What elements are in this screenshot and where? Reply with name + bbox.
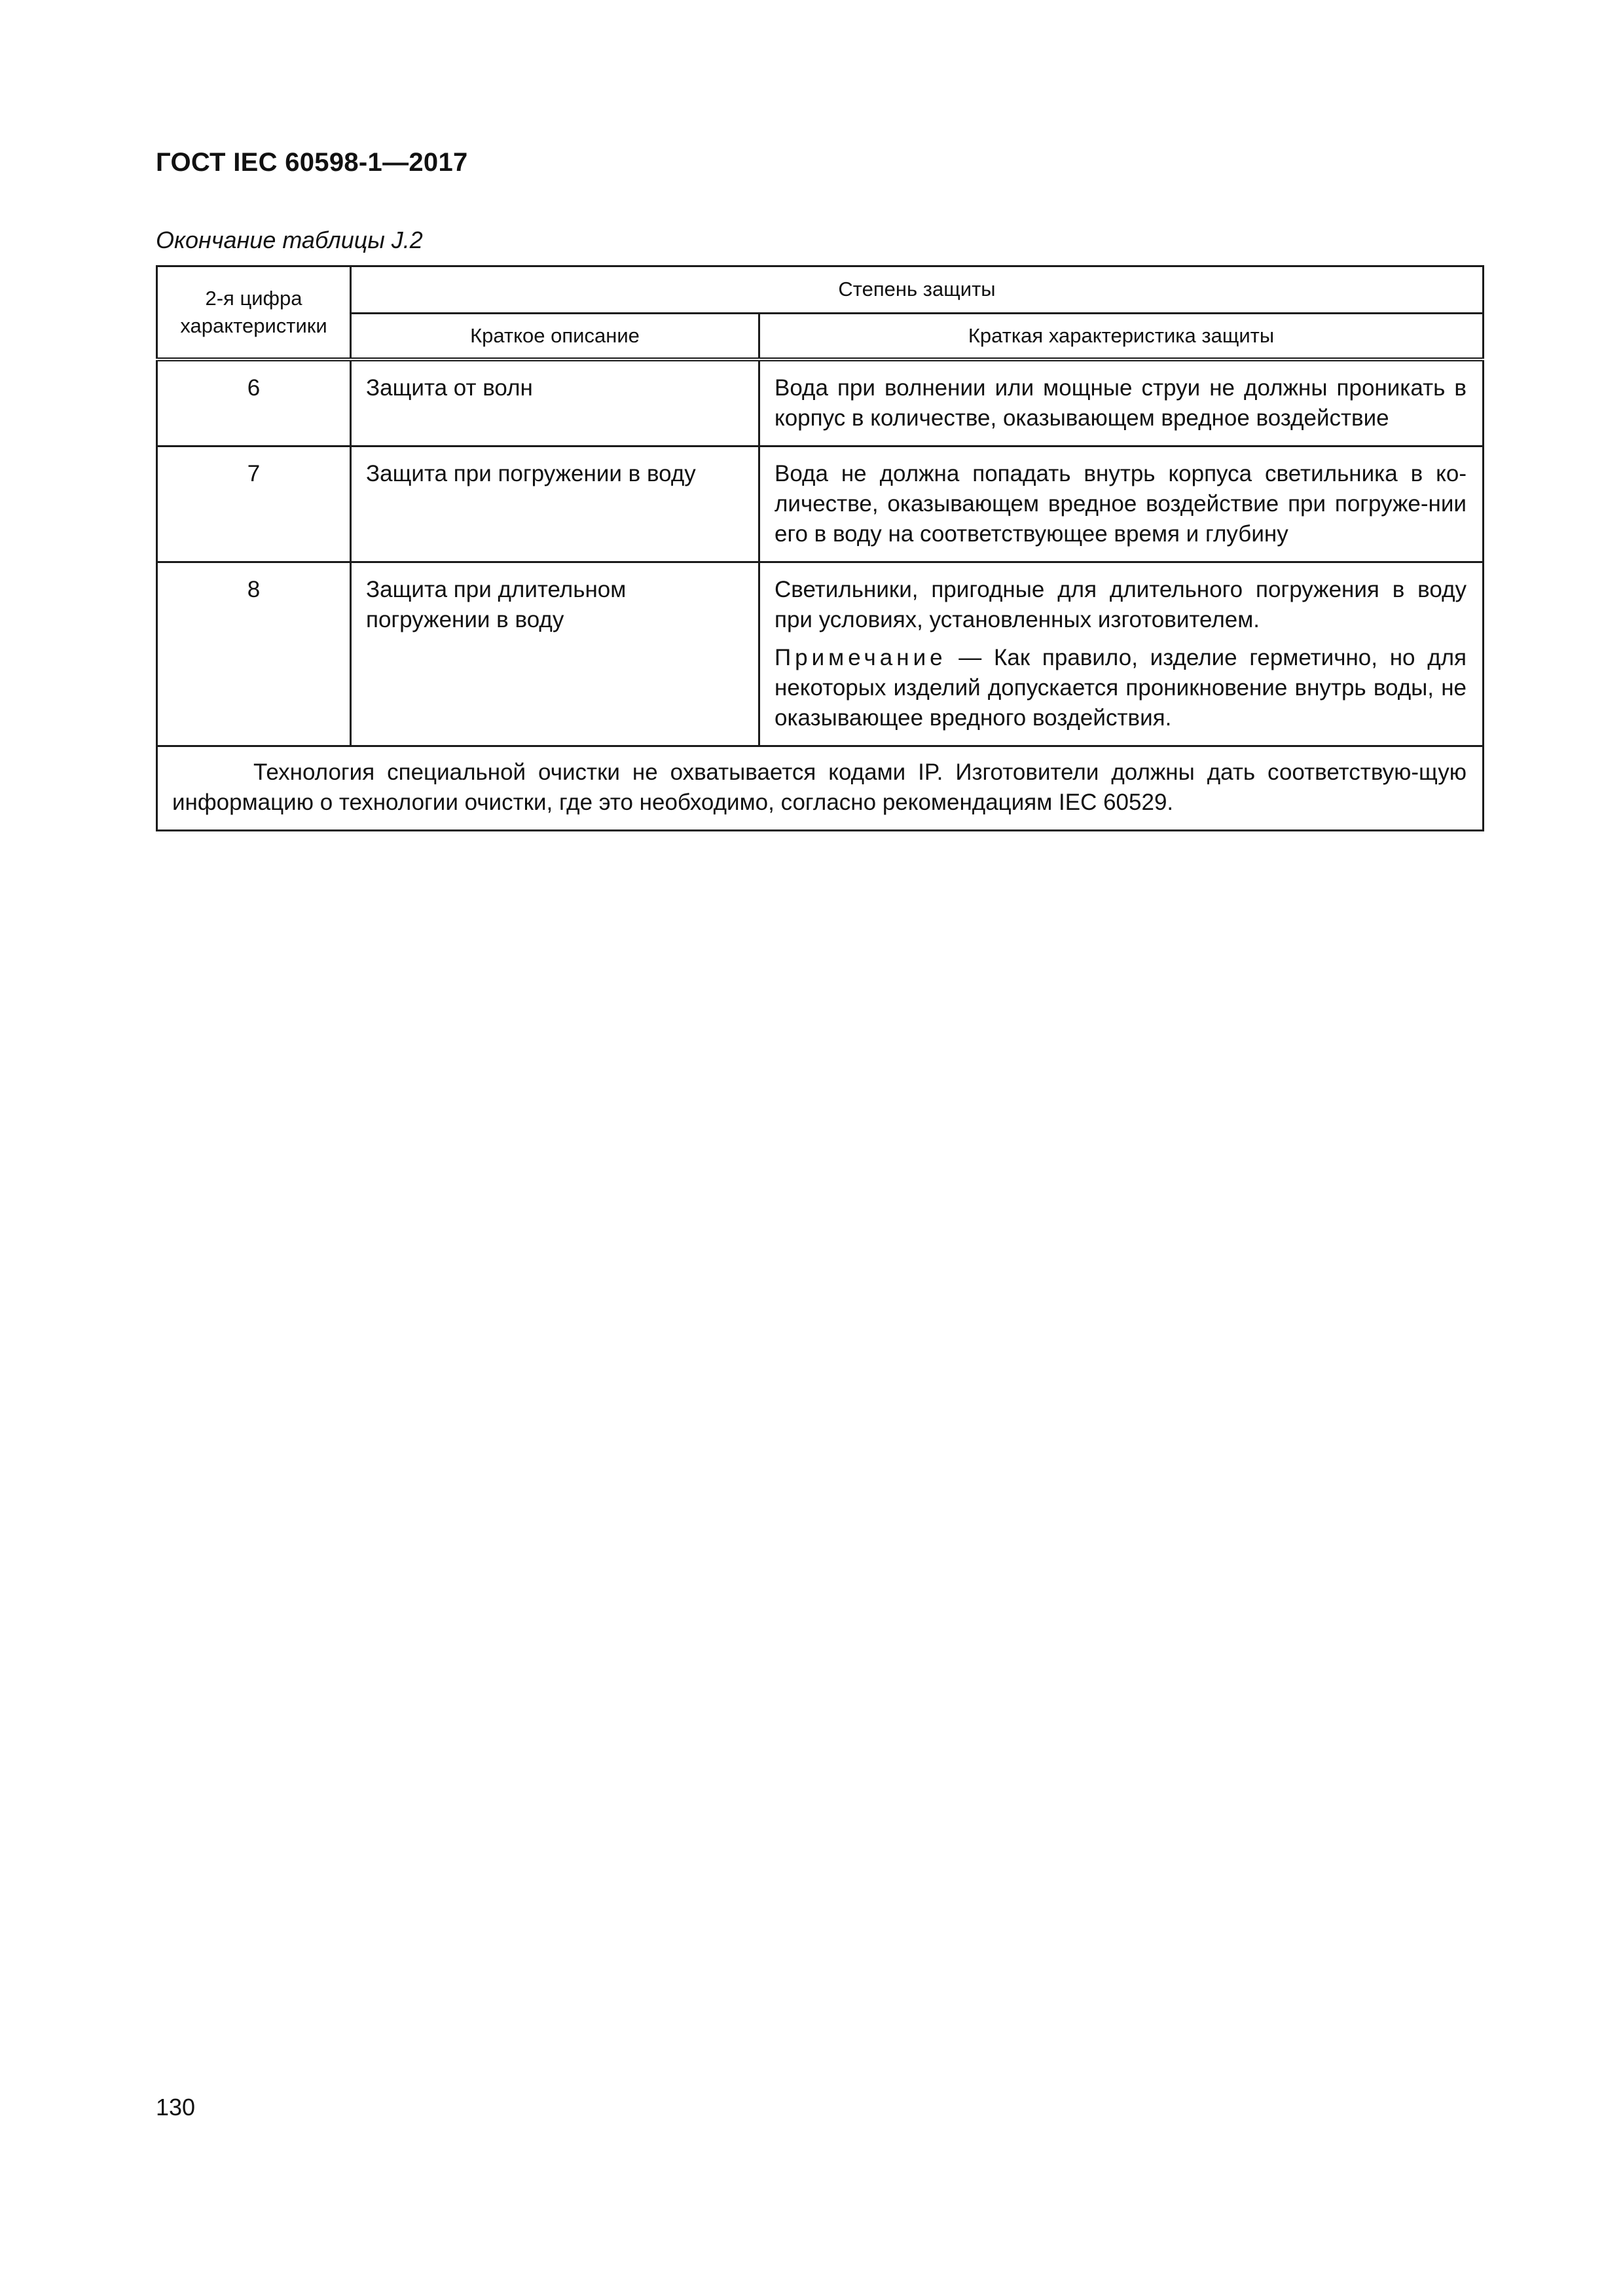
row-characteristic: Вода при волнении или мощные струи не должны проникать в корпус в количестве, оказывающем вредное воздействие — [759, 359, 1484, 446]
row-description: Защита при длительном погружении в воду — [351, 562, 759, 746]
document-header: ГОСТ IEC 60598-1—2017 — [156, 148, 468, 177]
row-description: Защита от волн — [351, 359, 759, 446]
row-characteristic: Вода не должна попадать внутрь корпуса светильника в ко-личестве, оказывающем вредное воздействие при погруже-нии его в воду на соответствующее время и глубину — [759, 446, 1484, 562]
row-characteristic-cell — [759, 562, 1484, 746]
row-digit: 8 — [157, 562, 351, 746]
row-digit: 6 — [157, 359, 351, 446]
note-label: Примечание — [775, 645, 947, 670]
row-characteristic: Светильники, пригодные для длительного погружения в воду при условиях, установленных изготовителем. — [775, 577, 1467, 632]
table-row — [157, 562, 1484, 746]
table-row — [157, 446, 1484, 562]
table-caption: Окончание таблицы J.2 — [156, 227, 423, 253]
table-footnote-row — [157, 746, 1484, 831]
row-description: Защита при погружении в воду — [351, 446, 759, 562]
protection-table — [156, 265, 1484, 831]
table-row — [157, 359, 1484, 446]
note-text: — Как правило, изделие герметично, но для некоторых изделий допускается проникновение внутрь воды, не оказывающее вредного воздействия. — [775, 645, 1467, 731]
header-short-description: Краткое описание — [351, 313, 759, 359]
header-degree: Степень защиты — [351, 266, 1484, 314]
row-digit: 7 — [157, 446, 351, 562]
table-footnote: Технология специальной очистки не охватывается кодами IP. Изготовители должны дать соответствую-щую информацию о технологии очистки, где это необходимо, согласно рекомендациям IEC 60529. — [157, 746, 1484, 831]
header-protection-characteristic: Краткая характеристика защиты — [759, 313, 1484, 359]
row-note — [775, 643, 1467, 733]
header-digit: 2-я цифра характеристики — [157, 266, 351, 360]
page-number: 130 — [156, 2094, 196, 2121]
